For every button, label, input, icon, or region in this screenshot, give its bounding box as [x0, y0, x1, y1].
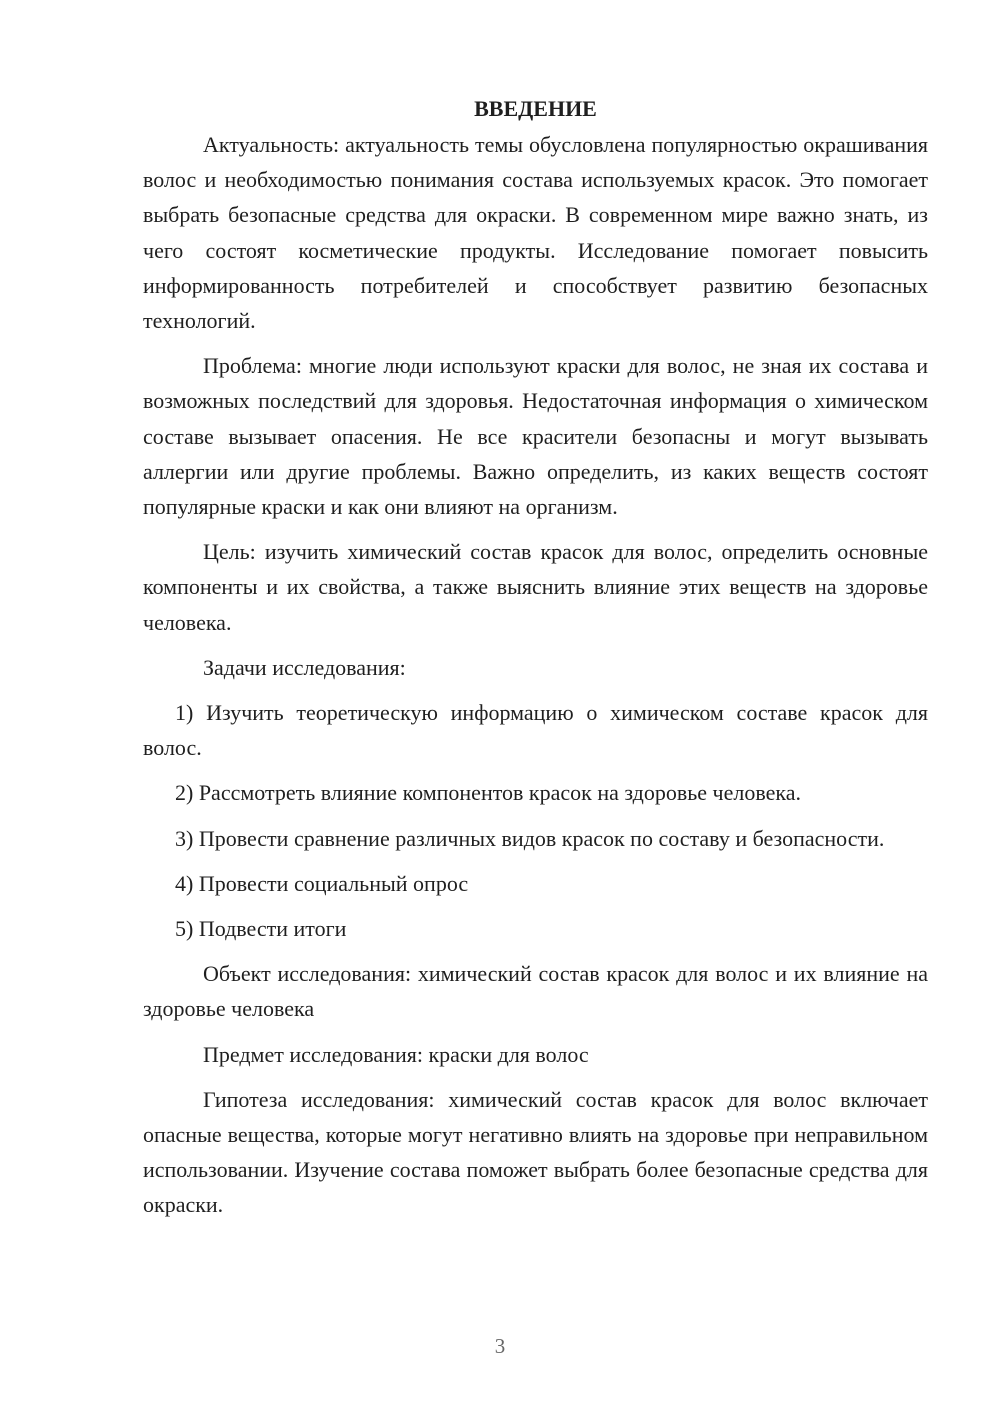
tasks-heading: Задачи исследования:: [203, 654, 406, 680]
document-page: [143, 92, 928, 1223]
page-number: 3: [494, 1334, 506, 1358]
paragraph-problem: Проблема: многие люди используют краски для волос, не зная их состава и возможных последствий для здоровья. Недостаточная информация о химическом составе вызывает опасения. Не все красители безопасны и могут вызывать аллергии или другие проблемы. Важно определить, из каких веществ состоят популярные краски и как они влияют на организм.: [143, 353, 928, 520]
section-title: ВВЕДЕНИЕ: [474, 96, 597, 121]
paragraph-relevance: Актуальность: актуальность темы обусловлена популярностью окрашивания волос и необходимостью понимания состава используемых красок. Это помогает выбрать безопасные средства для окраски. В современном мире важно знать, из чего состоят косметические продукты. Исследование помогает повысить информированность потребителей и способствует развитию безопасных технологий.: [143, 132, 928, 334]
paragraph-object: Объект исследования: химический состав красок для волос и их влияние на здоровье человека: [143, 961, 928, 1022]
task-item-1: 1) Изучить теоретическую информацию о химическом составе красок для волос.: [143, 700, 928, 761]
paragraph-hypothesis: Гипотеза исследования: химический состав красок для волос включает опасные вещества, которые могут негативно влиять на здоровье при неправильном использовании. Изучение состава поможет выбрать более безопасные средства для окраски.: [143, 1086, 928, 1218]
task-item-4: 4) Провести социальный опрос: [175, 870, 469, 896]
task-item-5: 5) Подвести итоги: [175, 916, 347, 942]
task-item-2: 2) Рассмотреть влияние компонентов красок на здоровье человека.: [175, 780, 802, 806]
paragraph-goal: Цель: изучить химический состав красок для волос, определить основные компоненты и их свойства, а также выяснить влияние этих веществ на здоровье человека.: [143, 539, 928, 635]
task-item-3: 3) Провести сравнение различных видов красок по составу и безопасности.: [175, 825, 885, 851]
paragraph-subject: Предмет исследования: краски для волос: [203, 1041, 589, 1067]
